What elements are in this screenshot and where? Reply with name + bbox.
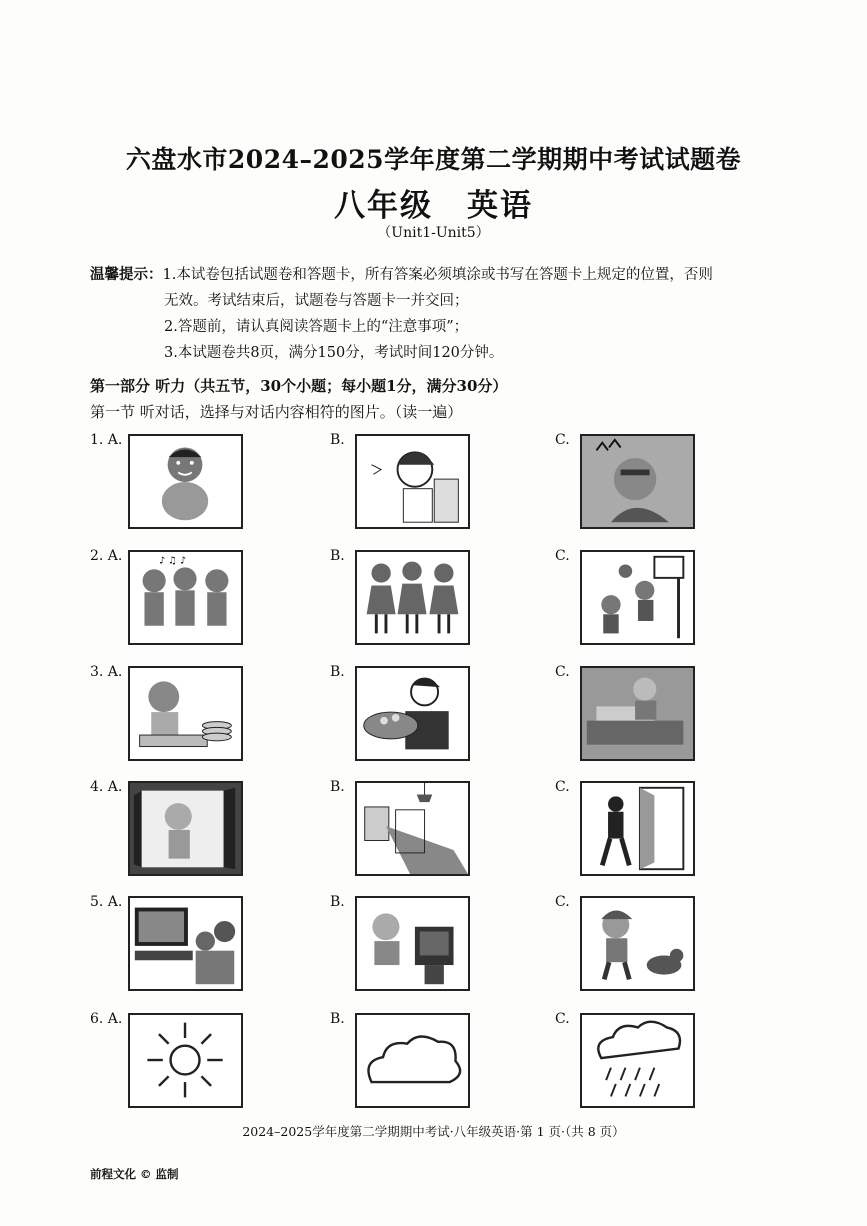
section-heading: 第一节 听对话，选择与对话内容相符的图片。（读一遍） bbox=[90, 403, 463, 421]
question-1-option-a-label: 1. A. bbox=[90, 432, 123, 448]
exam-title: 六盘水市2024–2025学年度第二学期期中考试试题卷 bbox=[125, 145, 742, 174]
question-2-option-c-label: C. bbox=[555, 548, 570, 564]
question-2-option-a-label: 2. A. bbox=[90, 548, 123, 564]
note-1: 1.本试卷包括试题卷和答题卡，所有答案必须填涂或书写在答题卡上规定的位置，否则 bbox=[162, 267, 713, 283]
grade-label: 八年级 bbox=[334, 188, 433, 224]
rain-cloud-icon bbox=[580, 1013, 695, 1108]
question-4-option-c-label: C. bbox=[555, 779, 570, 795]
grade-subject bbox=[0, 180, 867, 225]
question-1-option-b-label: B. bbox=[330, 432, 345, 448]
girls-dancing-image bbox=[355, 550, 470, 645]
girl-making-bed-image bbox=[580, 666, 695, 761]
boy-walking-dog-image bbox=[580, 896, 695, 991]
note-1-cont: 无效。考试结束后，试题卷与答题卡一并交回； bbox=[164, 293, 469, 309]
question-5-option-a-label: 5. A. bbox=[90, 894, 123, 910]
page-footer: 2024–2025学年度第二学期期中考试·八年级英语·第 1 页·（共 8 页） bbox=[242, 1124, 625, 1139]
girl-opening-window-image bbox=[128, 781, 243, 876]
girl-toothache-image bbox=[355, 434, 470, 529]
publisher-brand: 前程文化 © 监制 bbox=[90, 1167, 179, 1181]
girl-washing-dishes-image bbox=[128, 666, 243, 761]
question-2-option-b-label: B. bbox=[330, 548, 345, 564]
note-2: 2.答题前，请认真阅读答题卡上的“注意事项”； bbox=[164, 319, 469, 335]
subject-label: 英语 bbox=[467, 188, 533, 224]
note-3: 3.本试题卷共8页，满分150分，考试时间120分钟。 bbox=[164, 345, 504, 361]
man-headache-image bbox=[580, 434, 695, 529]
question-4-option-a-label: 4. A. bbox=[90, 779, 123, 795]
question-3-option-b-label: B. bbox=[330, 664, 345, 680]
question-6-option-c-label: C. bbox=[555, 1011, 570, 1027]
part-heading: 第一部分 听力（共五节，30个小题；每小题1分，满分30分） bbox=[90, 377, 508, 395]
hand-turning-on-light-image bbox=[355, 781, 470, 876]
notes-label: 温馨提示： bbox=[90, 267, 163, 283]
question-6-option-a-label: 6. A. bbox=[90, 1011, 123, 1027]
question-3-option-a-label: 3. A. bbox=[90, 664, 123, 680]
girls-singing-image bbox=[128, 550, 243, 645]
man-opening-door-image bbox=[580, 781, 695, 876]
question-1-option-c-label: C. bbox=[555, 432, 570, 448]
girl-doing-laundry-image bbox=[355, 666, 470, 761]
sun-icon bbox=[128, 1013, 243, 1108]
unit-range: （Unit1-Unit5） bbox=[377, 225, 490, 241]
question-5-option-b-label: B. bbox=[330, 894, 345, 910]
svg-text:♪ ♫ ♪: ♪ ♫ ♪ bbox=[158, 555, 187, 567]
exam-notes bbox=[90, 262, 790, 366]
family-watching-tv-image bbox=[128, 896, 243, 991]
question-5-option-c-label: C. bbox=[555, 894, 570, 910]
kids-basketball-image bbox=[580, 550, 695, 645]
question-4-option-b-label: B. bbox=[330, 779, 345, 795]
cloud-icon bbox=[355, 1013, 470, 1108]
question-6-option-b-label: B. bbox=[330, 1011, 345, 1027]
question-3-option-c-label: C. bbox=[555, 664, 570, 680]
boy-stomachache-image bbox=[128, 434, 243, 529]
boy-playing-computer-image bbox=[355, 896, 470, 991]
